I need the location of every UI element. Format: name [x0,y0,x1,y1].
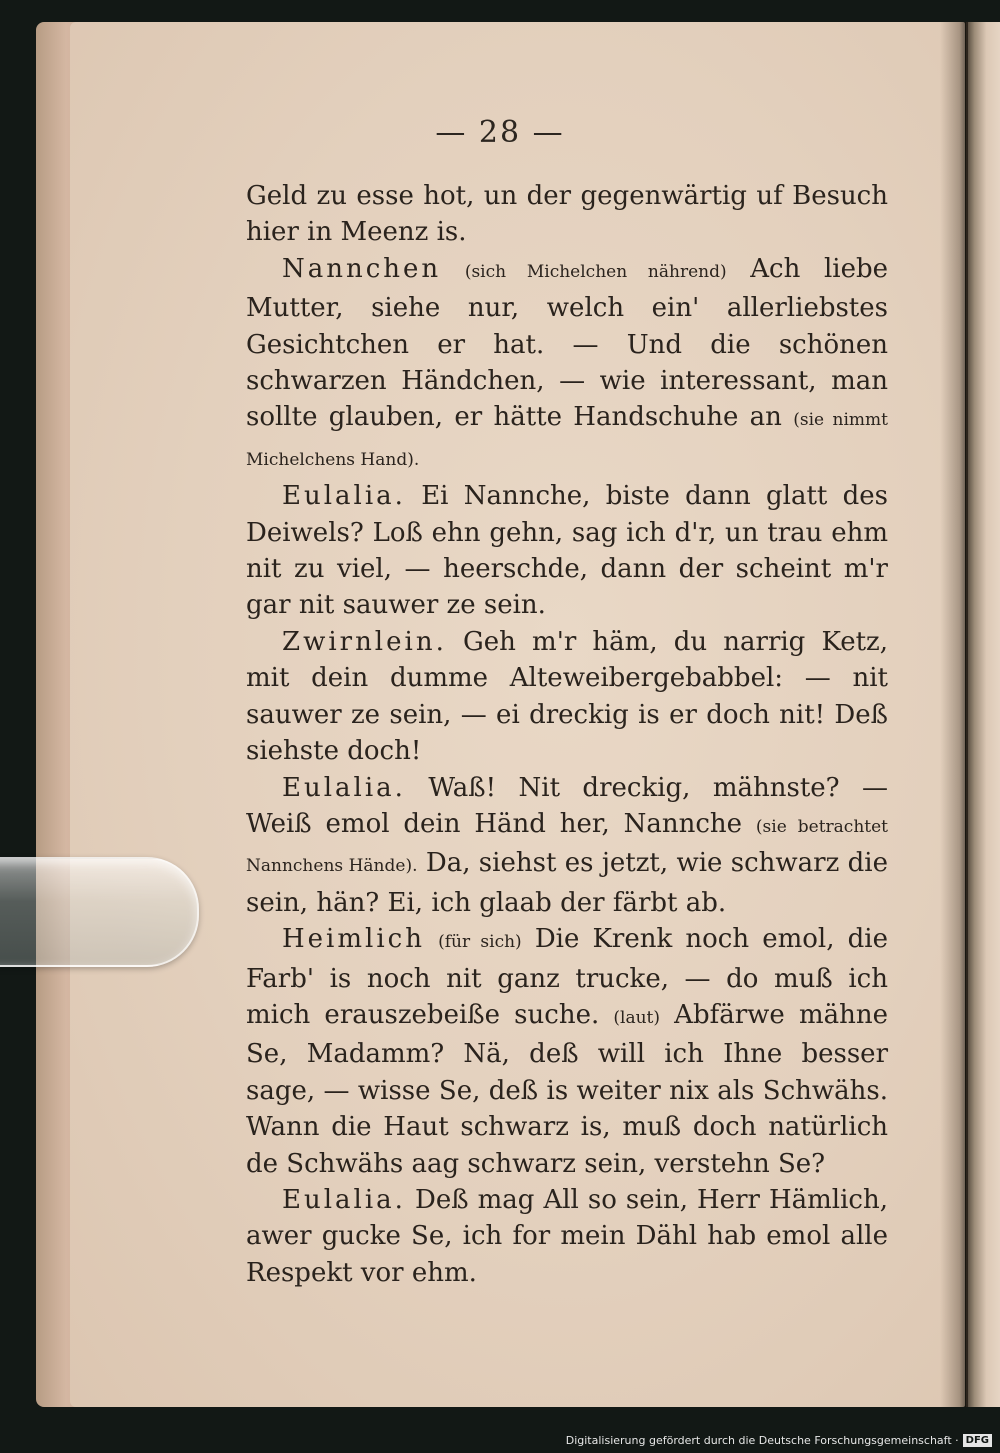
stage-direction: (sie betrachtet Nannchens Hände). [246,816,888,877]
dialogue-text: Die Krenk noch emol, die Farb' is noch nit ganz trucke, — do muß ich mich erauszebeiße suche. [246,924,889,1030]
paragraph [246,921,888,1182]
dialogue-text: Da, siehst es jetzt, wie schwarz die sein, hän? Ei, ich glaab der färbt ab. [246,848,889,918]
dialogue-text: Waß! Nit dreckig, mähnste? — Weiß emol dein Händ her, Nannche [246,772,888,839]
facing-page-edge [966,22,1000,1407]
speaker-name: Heimlich [282,924,425,955]
speaker-name: Zwirnlein. [282,626,447,657]
page-number: — 28 — [435,115,565,150]
page-holder-clip [0,857,199,967]
stage-direction: (für sich) [438,932,522,953]
dialogue-text: Geld zu esse hot, un der gegenwärtig uf Besuch hier in Meenz is. [246,181,888,248]
dfg-logo: DFG [963,1434,992,1447]
dialogue-text: Geh m'r häm, du narrig Ketz, mit dein dumme Alteweibergebabbel: — nit sauwer ze sein, — ei dreckig is er doch nit! Deß siehste doch! [246,626,888,767]
speaker-name: Eulalia. [282,1184,406,1215]
stage-direction: (sich Michelchen nährend) [464,261,727,282]
stage-direction: (sie nimmt Michelchens Hand). [246,410,888,470]
stage-direction: (laut) [613,1007,661,1028]
paragraph [246,770,888,922]
dialogue-text [425,924,438,954]
footer-credit [566,1434,992,1447]
page-text [246,178,888,1291]
paragraph [246,1182,888,1291]
speaker-name: Nannchen [282,253,442,284]
dialogue-text: Abfärwe mähne Se, Madamm? Nä, deß will ich Ihne besser sage, — wisse Se, deß is weiter nix als Schwähs. Wann die Haut schwarz is, muß doch natürlich de Schwähs aag schwarz sein, verstehn Se? [246,999,888,1179]
speaker-name: Eulalia. [282,772,406,803]
book-gutter-shadow [940,22,968,1407]
dialogue-text: Ach liebe Mutter, siehe nur, welch ein' allerliebstes Gesichtchen er hat. — Und die schönen schwarzen Händchen, — wie interessant, man sollte glauben, er hätte Handschuhe an [246,253,889,433]
dialogue-text [441,254,465,284]
paragraph [246,251,888,478]
speaker-name: Eulalia. [282,481,406,512]
dialogue-text: Deß mag All so sein, Herr Hämlich, awer gucke Se, ich for mein Dähl hab emol alle Respekt vor ehm. [246,1184,888,1288]
footer-text: Digitalisierung gefördert durch die Deutsche Forschungsgemeinschaft · [565,1434,959,1447]
paragraph [246,624,888,770]
paragraph [246,478,888,624]
dialogue-text: Ei Nannche, biste dann glatt des Deiwels? Loß ehn gehn, sag ich d'r, un trau ehm nit zu viel, — heerschde, dann der scheint m'r gar nit sauwer ze sein. [246,481,888,621]
paragraph [246,178,888,251]
